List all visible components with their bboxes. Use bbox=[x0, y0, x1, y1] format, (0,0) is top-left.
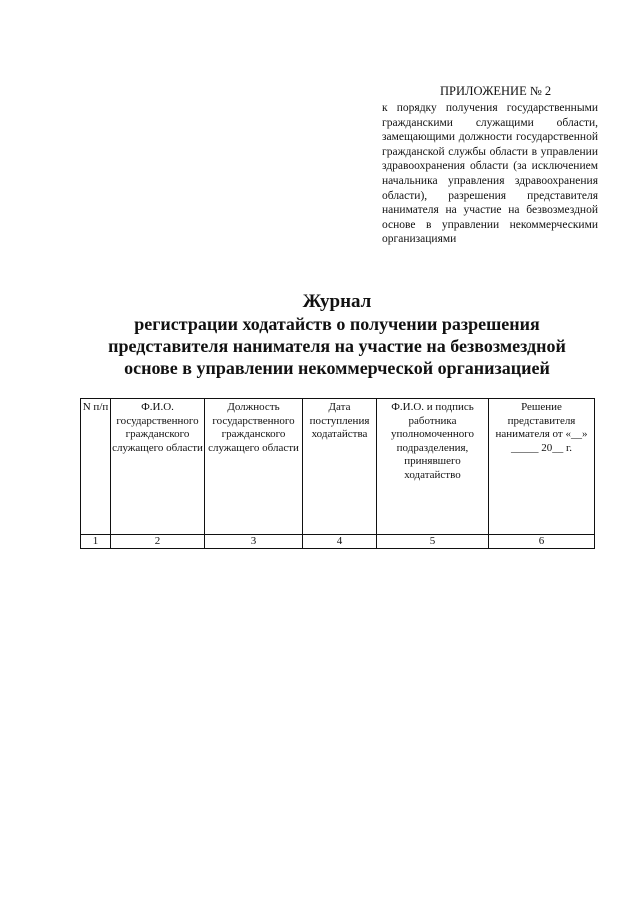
column-number-cell: 6 bbox=[489, 535, 595, 549]
appendix-title: ПРИЛОЖЕНИЕ № 2 bbox=[440, 84, 552, 98]
journal-title-line-4: основе в управлении некоммерческой организацией bbox=[124, 358, 550, 378]
column-number-cell: 2 bbox=[111, 535, 205, 549]
header-number: N п/п bbox=[81, 399, 111, 535]
appendix-block bbox=[382, 84, 598, 247]
table-row bbox=[81, 535, 595, 549]
header-decision: Решение представителя нанимателя от «__» _____ 20__ г. bbox=[489, 399, 595, 535]
header-receiver: Ф.И.О. и подпись работника уполномоченного подразделения, принявшего ходатайство bbox=[377, 399, 489, 535]
appendix-text: к порядку получения государственными гражданскими служащими области, замещающими должности государственной гражданской службы области в управлении здравоохранения области (за исключением начальника управления здравоохранения области), разрешения представителя нанимателя на участие на безвозмездной основе в управлении некоммерческими организациями bbox=[382, 102, 598, 246]
journal-title bbox=[80, 291, 594, 379]
column-number-cell: 5 bbox=[377, 535, 489, 549]
column-number-cell: 3 bbox=[205, 535, 303, 549]
table-header-row bbox=[81, 399, 595, 535]
column-number-cell: 4 bbox=[303, 535, 377, 549]
journal-title-line-3: представителя нанимателя на участие на безвозмездной bbox=[108, 336, 566, 356]
header-position: Должность государственного гражданского служащего области bbox=[205, 399, 303, 535]
header-employee-name: Ф.И.О. государственного гражданского служащего области bbox=[111, 399, 205, 535]
header-date-received: Дата поступления ходатайства bbox=[303, 399, 377, 535]
journal-title-line-1: Журнал bbox=[302, 291, 372, 312]
registration-table bbox=[80, 398, 595, 549]
journal-title-line-2: регистрации ходатайств о получении разрешения bbox=[134, 314, 540, 334]
column-number-cell: 1 bbox=[81, 535, 111, 549]
